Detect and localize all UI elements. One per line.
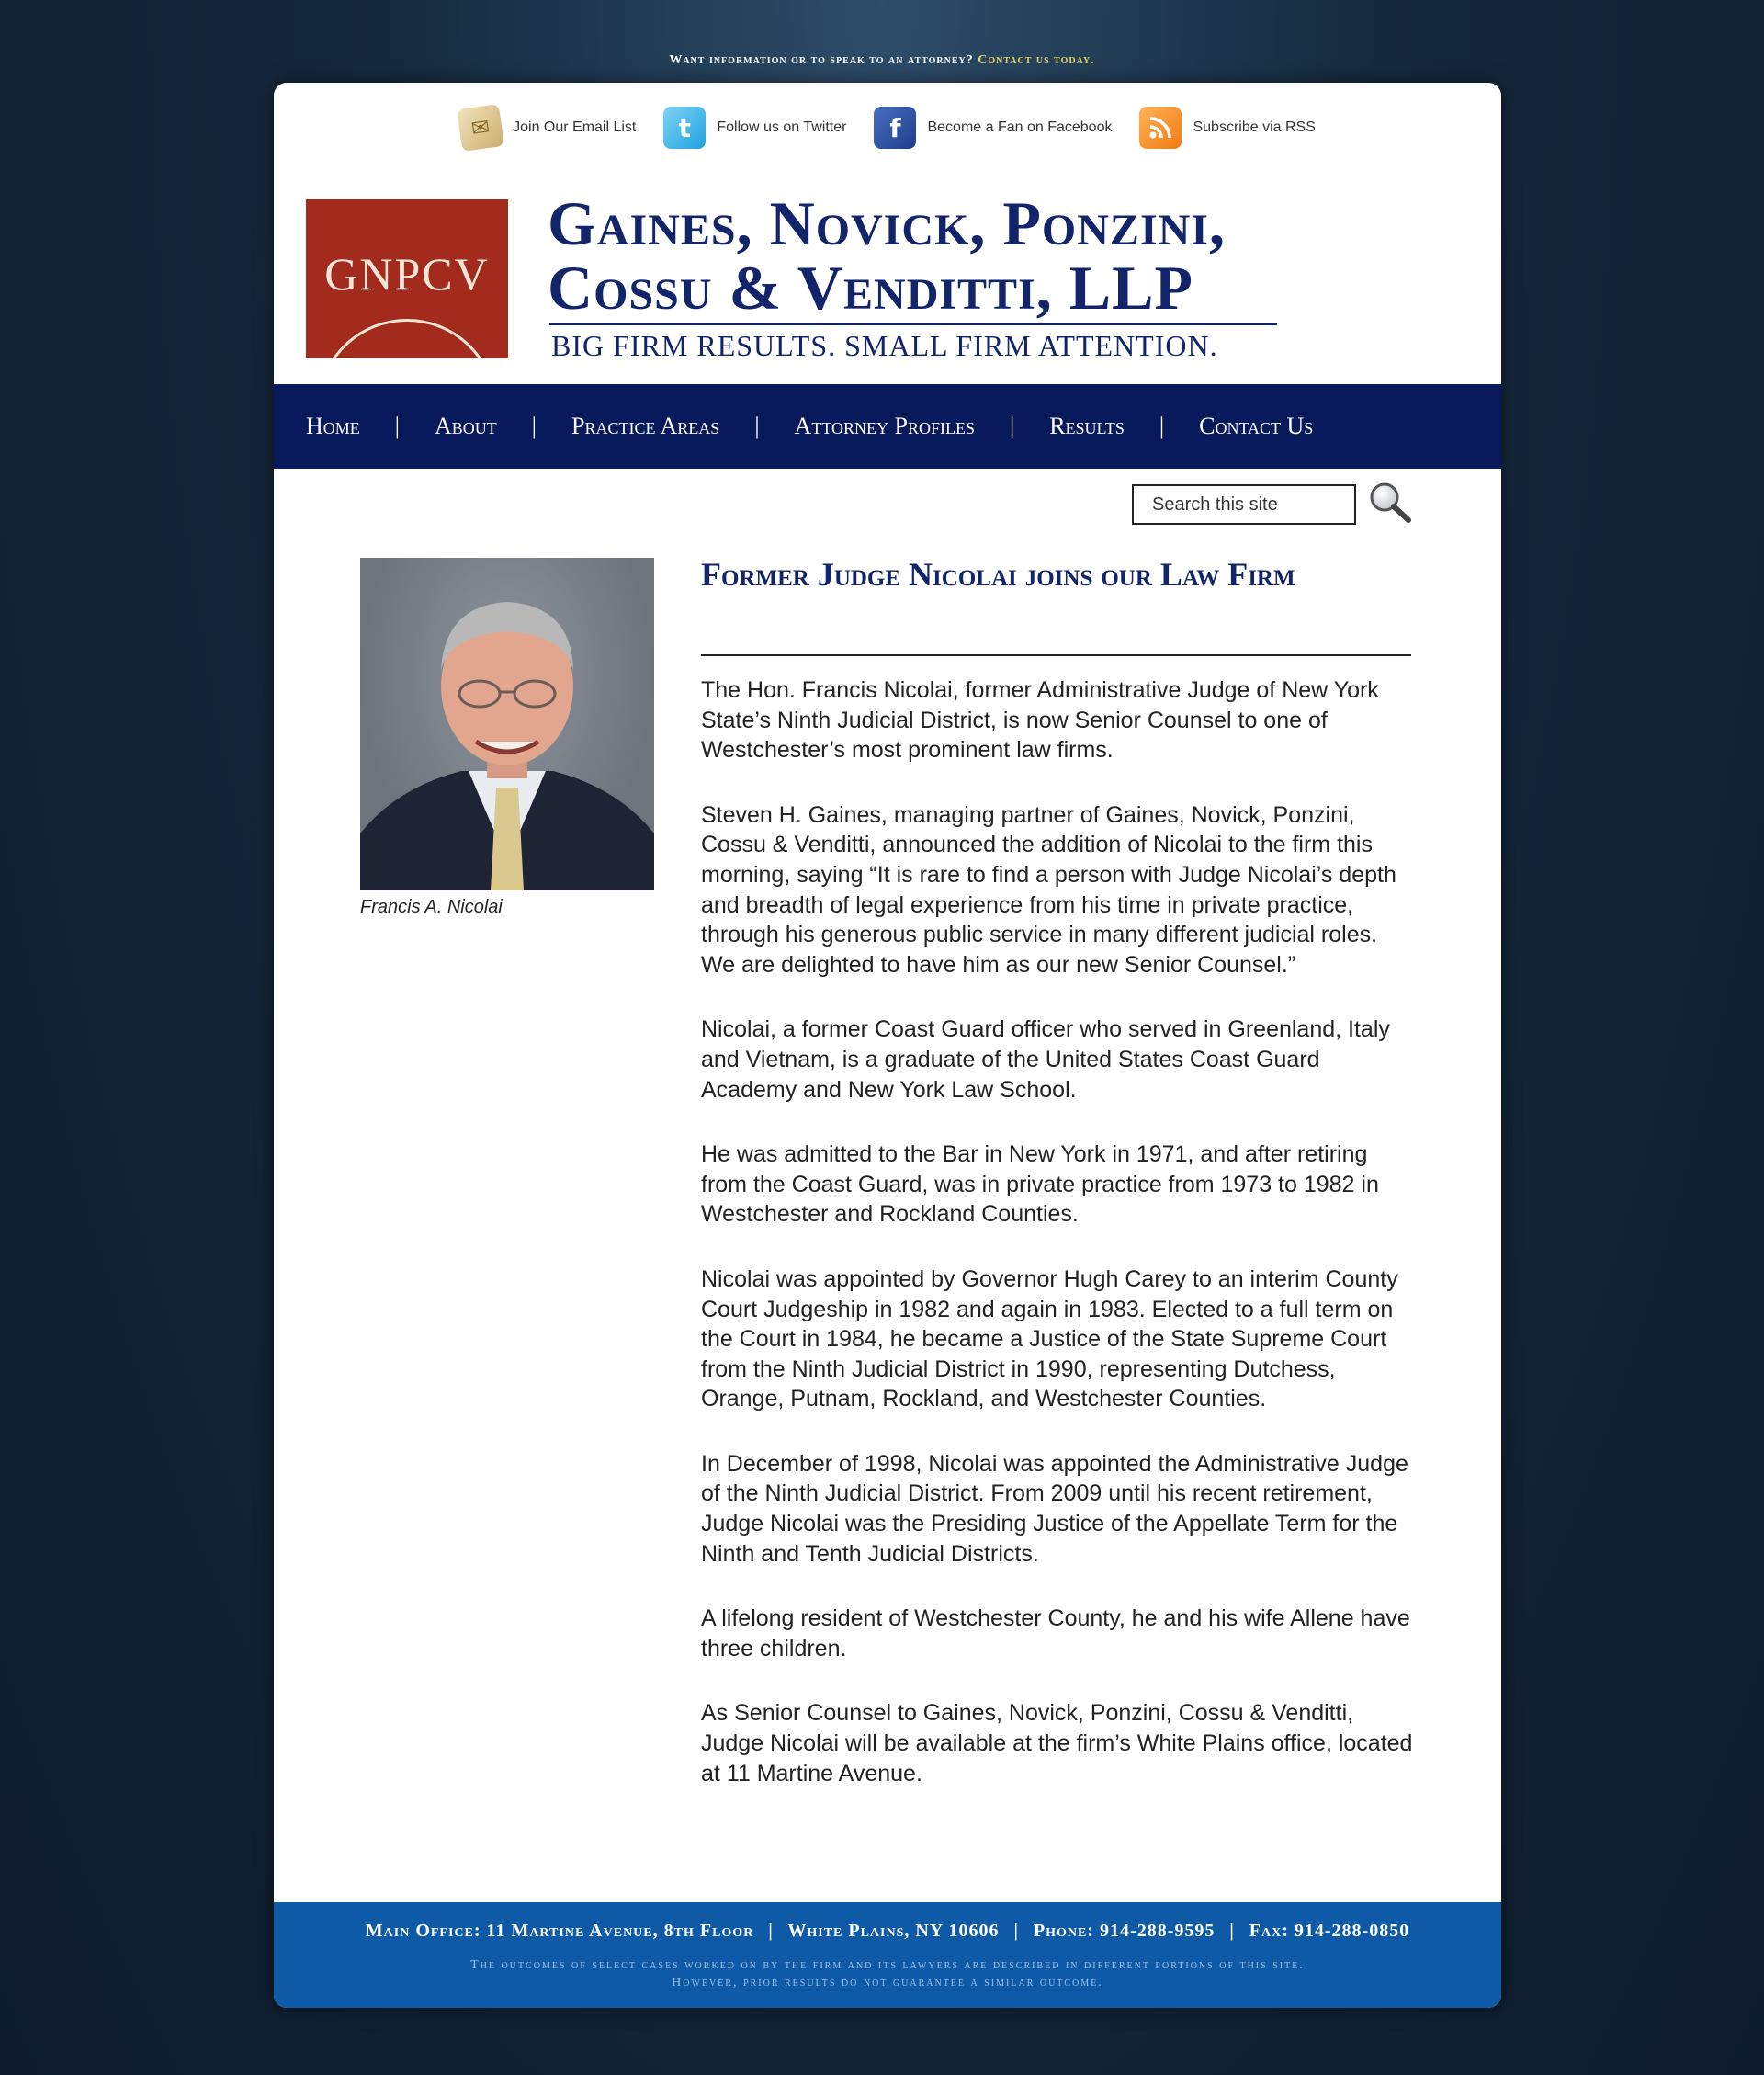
magnifier-glyph (1367, 480, 1413, 526)
footer-city: White Plains, NY 10606 (787, 1921, 1000, 1941)
attorney-photo (360, 558, 654, 890)
social-twitter-label: Follow us on Twitter (717, 119, 847, 135)
footer-separator: | (768, 1921, 774, 1941)
site-footer (274, 1902, 1501, 2008)
firm-tagline: BIG FIRM RESULTS. SMALL FIRM ATTENTION. (551, 329, 1218, 362)
footer-separator: | (1229, 1921, 1235, 1941)
nav-practice-areas[interactable]: Practice Areas (571, 413, 720, 439)
nav-about[interactable]: About (435, 413, 497, 439)
footer-office: Main Office: 11 Martine Avenue, 8th Floor (365, 1921, 754, 1941)
nav-separator: | (394, 413, 400, 439)
nav-home[interactable]: Home (306, 413, 360, 439)
disclaimer-line2: However, prior results do not guarantee a similar outcome. (672, 1976, 1103, 1990)
social-facebook-label: Become a Fan on Facebook (927, 119, 1113, 135)
article-paragraph: The Hon. Francis Nicolai, former Administrative Judge of New York State’s Ninth Judicial District, is now Senior Counsel to one of Westchester’s most prominent law firms. (701, 677, 1379, 764)
article-paragraph: Steven H. Gaines, managing partner of Gaines, Novick, Ponzini, Cossu & Venditti, announced the addition of Nicolai to the firm this morning, saying “It is rare to find a person with Judge Nicolai’s depth and breadth of legal experience from his time in private practice, through his generous public service in many different judicial roles. We are delighted to have him as our new Senior Counsel.” (701, 801, 1396, 978)
rss-glyph (1148, 115, 1173, 141)
firm-name-underline (549, 323, 1277, 325)
social-facebook-link[interactable] (874, 107, 1112, 149)
logo-arc (317, 319, 497, 358)
social-email-link[interactable] (459, 107, 636, 149)
contact-us-today-link[interactable]: Contact us today. (978, 53, 1095, 67)
nav-separator: | (531, 413, 537, 439)
facebook-icon: f (874, 107, 916, 149)
social-rss-label: Subscribe via RSS (1193, 119, 1316, 135)
social-email-label: Join Our Email List (513, 119, 637, 135)
rss-icon (1139, 107, 1182, 149)
social-twitter-link[interactable] (663, 107, 846, 149)
page-container (274, 83, 1501, 2008)
article-title: Former Judge Nicolai joins our Law Firm (701, 556, 1295, 593)
footer-separator: | (1013, 1921, 1019, 1941)
social-rss-link[interactable] (1139, 107, 1315, 149)
main-nav (274, 384, 1501, 469)
article-paragraph: He was admitted to the Bar in New York in 1971, and after retiring from the Coast Guard, was in private practice from 1973 to 1982 in Westchester and Rockland Counties. (701, 1141, 1379, 1228)
nav-contact-us[interactable]: Contact Us (1199, 413, 1314, 439)
search-icon[interactable] (1367, 480, 1413, 526)
top-banner (0, 53, 1764, 68)
nav-separator: | (1159, 413, 1165, 439)
firm-logo[interactable] (306, 199, 508, 358)
nav-separator: | (754, 413, 760, 439)
footer-disclaimer (274, 1956, 1501, 1991)
social-links (274, 96, 1501, 160)
portrait-illustration (360, 558, 654, 890)
nav-separator: | (1009, 413, 1015, 439)
footer-fax: Fax: 914-288-0850 (1249, 1921, 1410, 1941)
disclaimer-line1: The outcomes of select cases worked on by the firm and its lawyers are described in different portions of this site. (470, 1958, 1305, 1972)
article-paragraph: A lifelong resident of Westchester County, he and his wife Allene have three children. (701, 1605, 1410, 1661)
nav-results[interactable]: Results (1049, 413, 1125, 439)
firm-name-line1: Gaines, Novick, Ponzini, (548, 188, 1226, 258)
article-paragraph: Nicolai was appointed by Governor Hugh Carey to an interim County Court Judgeship in 1982 and again in 1983. Elected to a full term on the Court in 1984, he became a Justice of the State Supreme Court from the Ninth Judicial District in 1990, representing Dutchess, Orange, Putnam, Rockland, and Westchester Counties. (701, 1265, 1398, 1412)
top-banner-question: Want information or to speak to an attorney? (669, 53, 974, 67)
article-paragraph: In December of 1998, Nicolai was appointed the Administrative Judge of the Ninth Judicial District. From 2009 until his recent retirement, Judge Nicolai was the Presiding Justice of the Appellate Term for the Ninth and Tenth Judicial Districts. (701, 1450, 1408, 1567)
article-paragraph: Nicolai, a former Coast Guard officer who served in Greenland, Italy and Vietnam, is a graduate of the United States Coast Guard Academy and New York Law School. (701, 1016, 1390, 1103)
title-divider (701, 654, 1411, 656)
footer-contact-info (274, 1921, 1501, 1942)
twitter-icon: t (663, 107, 706, 149)
search-input[interactable] (1132, 484, 1356, 525)
firm-name (548, 188, 1226, 323)
nav-attorney-profiles[interactable]: Attorney Profiles (794, 413, 975, 439)
footer-phone[interactable]: Phone: 914-288-9595 (1033, 1921, 1216, 1941)
photo-caption: Francis A. Nicolai (360, 897, 503, 917)
email-icon: ✉ (457, 104, 504, 152)
logo-text: GNPCV (324, 248, 490, 300)
firm-name-line2: Cossu & Venditti, LLP (548, 253, 1194, 323)
article-body (701, 675, 1418, 1823)
article-paragraph: As Senior Counsel to Gaines, Novick, Ponzini, Cossu & Venditti, Judge Nicolai will be available at the firm’s White Plains office, located at 11 Martine Avenue. (701, 1700, 1413, 1786)
